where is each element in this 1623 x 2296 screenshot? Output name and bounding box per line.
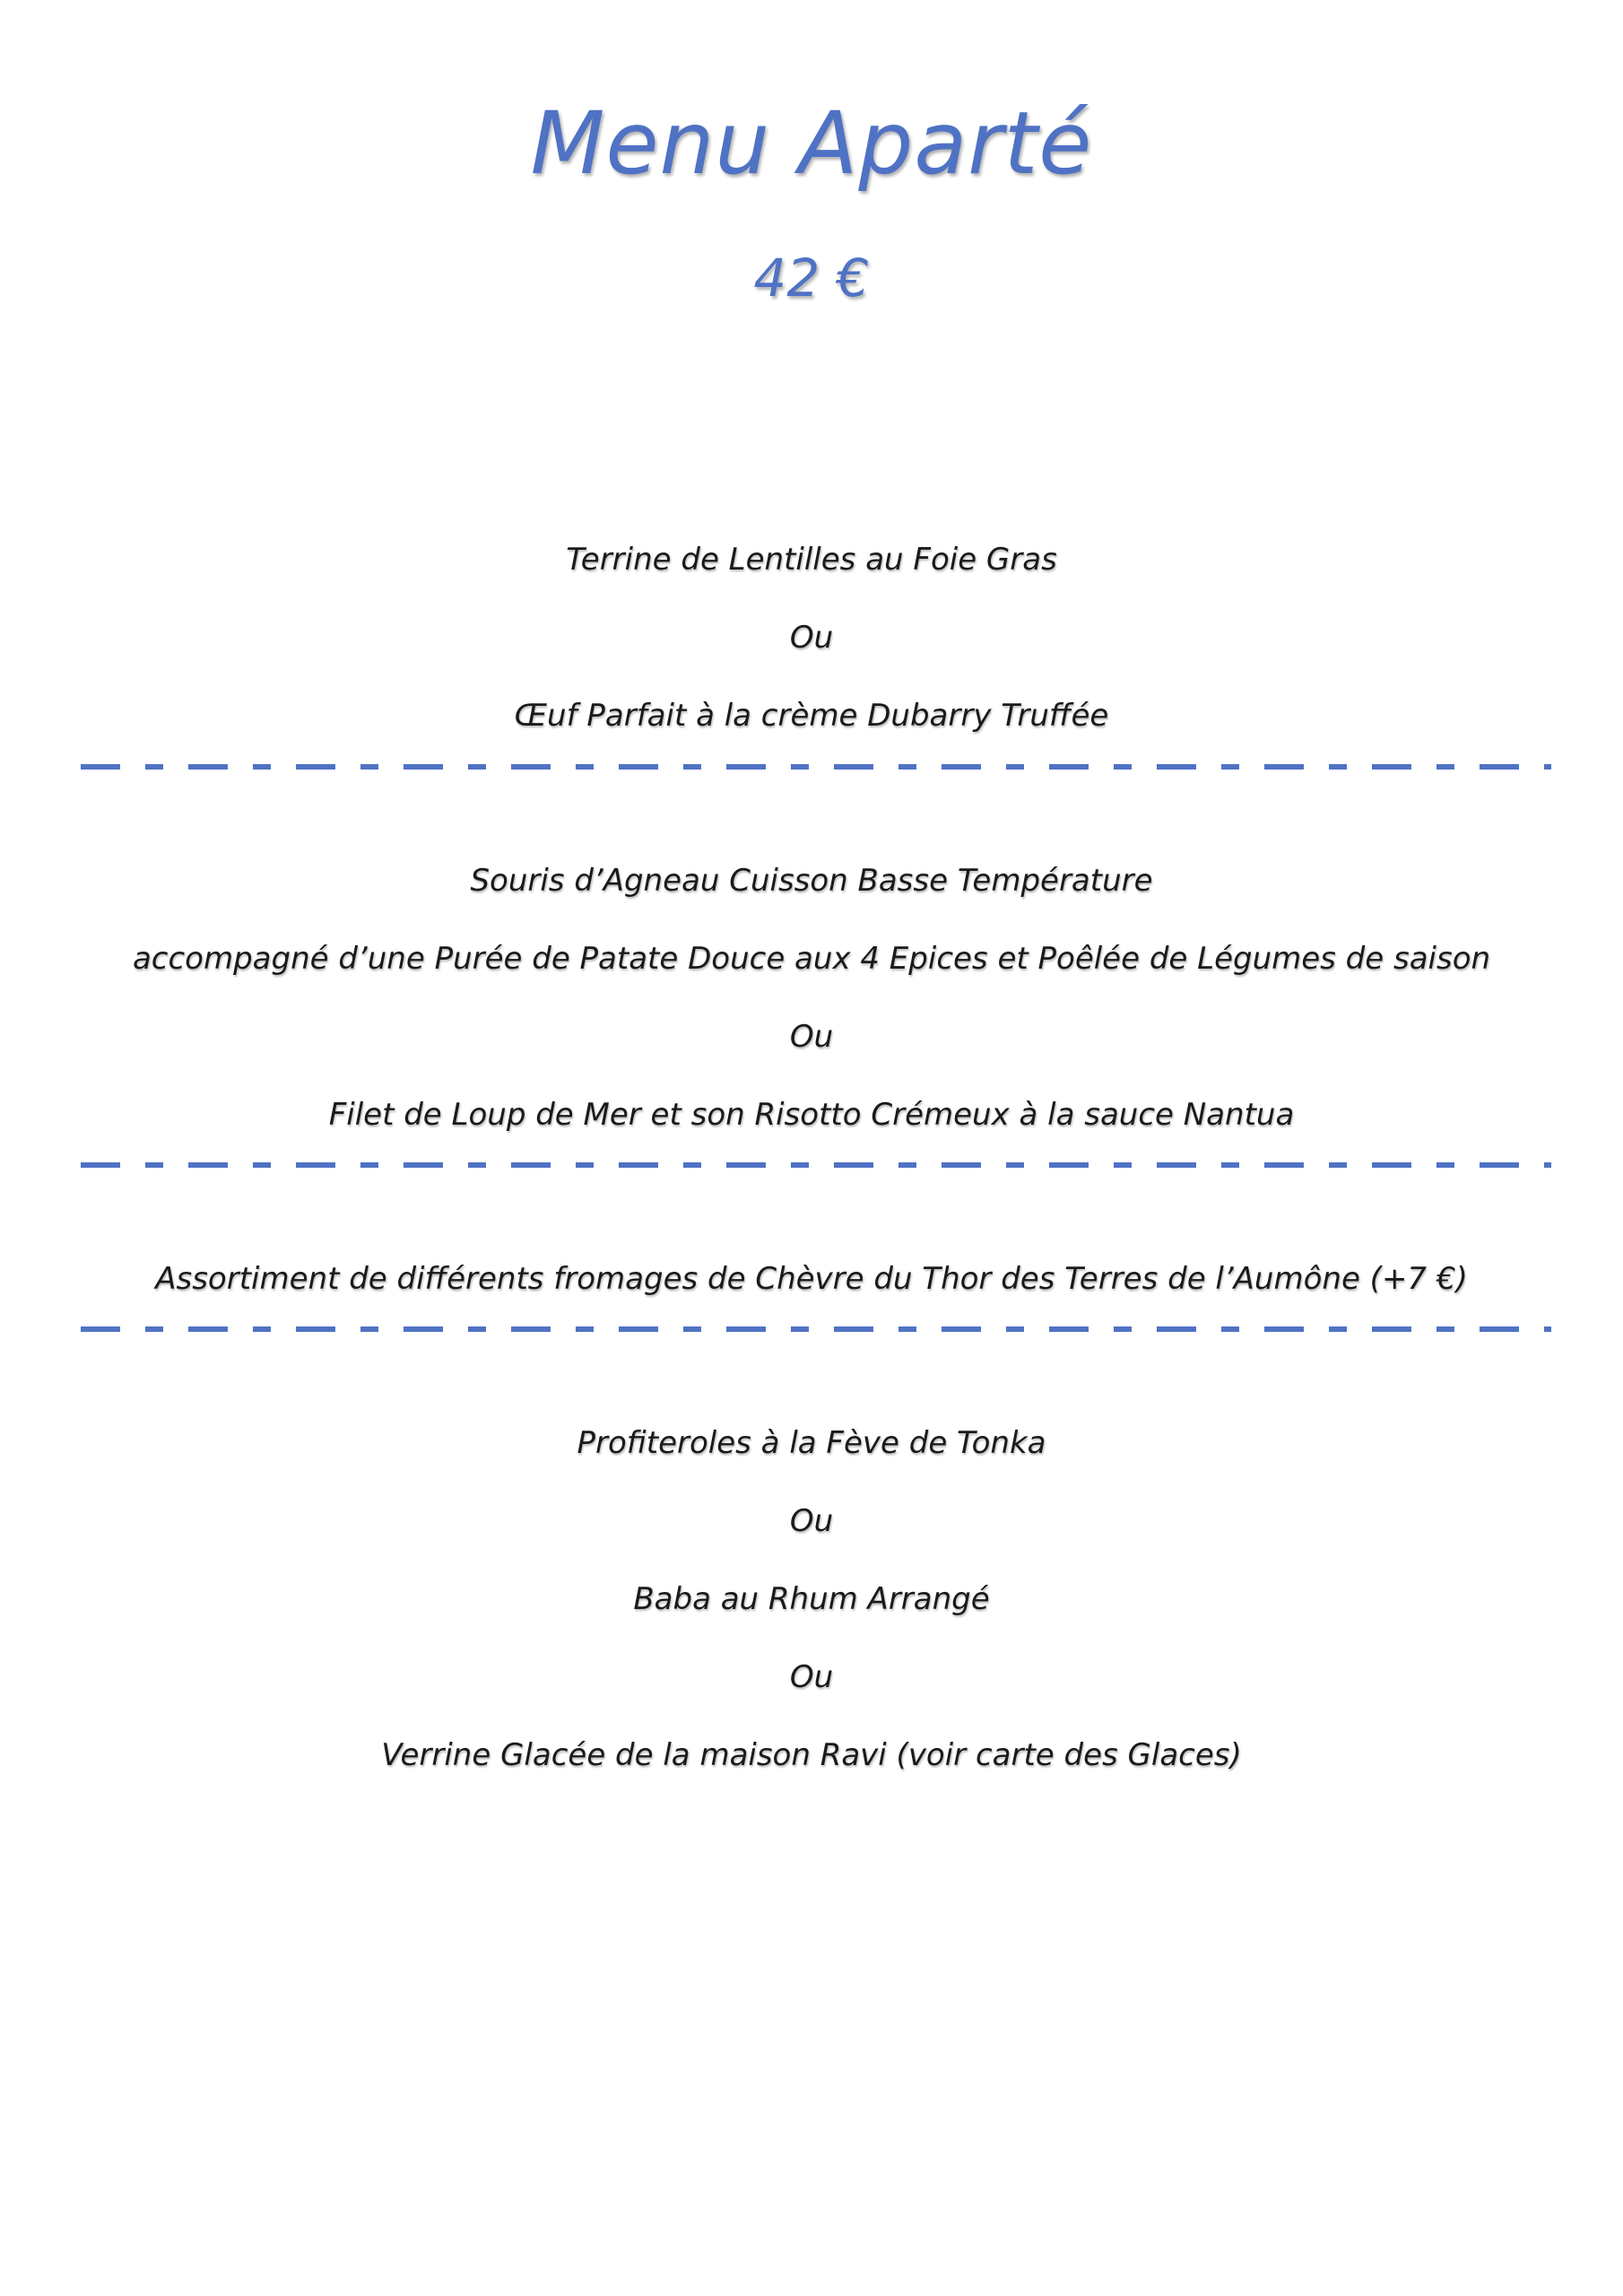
course-cheese	[81, 1240, 1542, 1318]
course-desserts	[81, 1405, 1542, 1795]
menu-item: Profiteroles à la Fève de Tonka	[577, 1425, 1046, 1461]
course-starters	[81, 521, 1542, 755]
menu-item: Assortiment de différents fromages de Chèvre du Thor des Terres de l’Aumône (+7 €)	[155, 1261, 1468, 1297]
menu-item: Terrine de Lentilles au Foie Gras	[566, 542, 1057, 578]
menu-item: Verrine Glacée de la maison Ravi (voir carte des Glaces)	[381, 1737, 1242, 1773]
menu-item: Œuf Parfait à la crème Dubarry Truffée	[514, 698, 1109, 734]
dashed-divider	[81, 1326, 1551, 1332]
course-mains	[81, 842, 1542, 1154]
or-separator: Ou	[789, 1019, 834, 1055]
dashed-divider	[81, 764, 1551, 770]
menu-item-description: accompagné d’une Purée de Patate Douce aux 4 Epices et Poêlée de Légumes de saison	[132, 941, 1491, 977]
menu-price: 42 €	[753, 248, 870, 309]
dashed-divider	[81, 1162, 1551, 1168]
or-separator: Ou	[789, 620, 834, 656]
menu-item: Filet de Loup de Mer et son Risotto Crémeux à la sauce Nantua	[328, 1097, 1295, 1133]
or-separator: Ou	[789, 1503, 834, 1539]
or-separator: Ou	[789, 1659, 834, 1695]
menu-item: Souris d’Agneau Cuisson Basse Température	[470, 863, 1153, 899]
menu-item: Baba au Rhum Arrangé	[633, 1581, 990, 1617]
menu-title: Menu Aparté	[530, 93, 1093, 194]
